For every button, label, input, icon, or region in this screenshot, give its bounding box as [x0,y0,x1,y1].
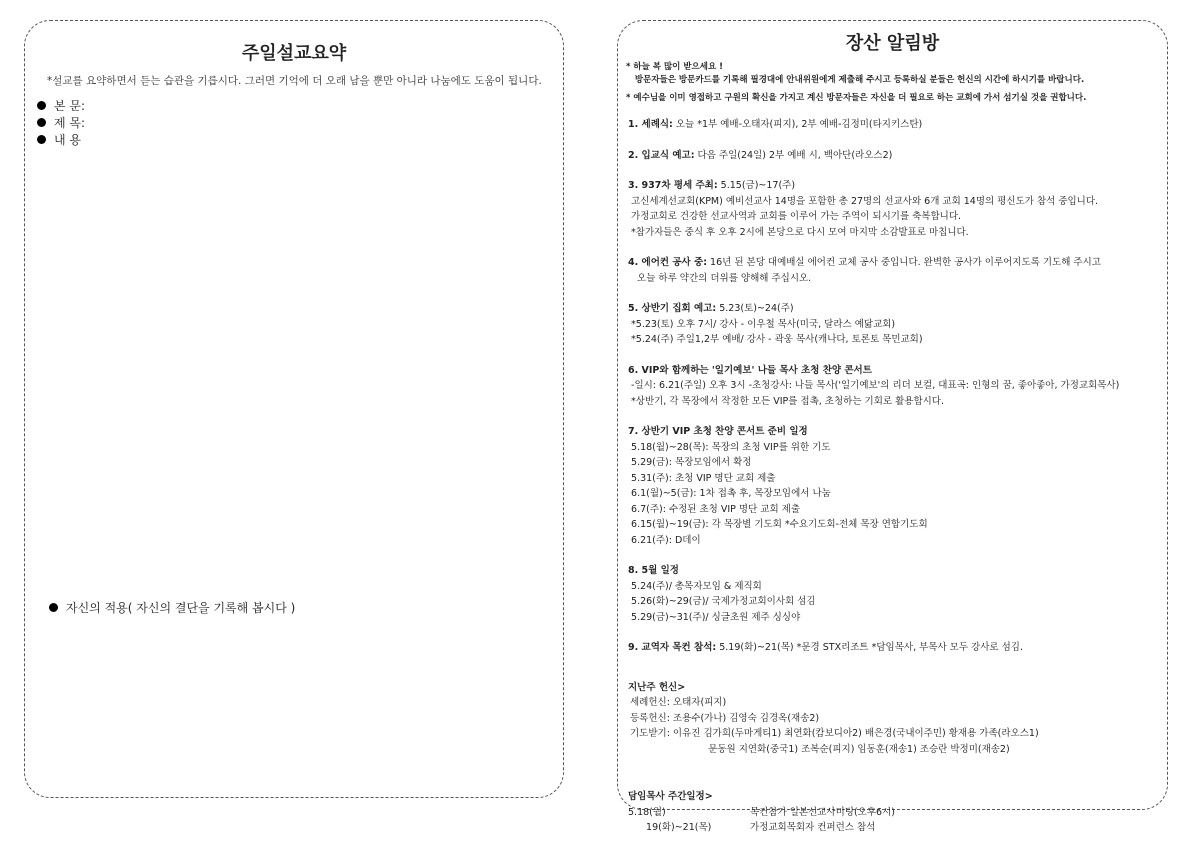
announcement-text: 16년 된 본당 대예배실 에어컨 교체 공사 중입니다. 완벽한 공사가 이루어지도록 기도해 주시고 [707,257,1101,268]
announcement-item [628,640,1167,656]
sermon-summary-panel [24,20,564,798]
announcement-heading-line [628,255,1167,271]
offering-section [628,680,1167,758]
announcement-detail: 오늘 하루 약간의 더위를 양해해 주십시오. [628,272,812,284]
announcement-heading-line [628,301,1167,317]
announcement-heading-line [628,178,1167,194]
offering-row: 등록헌신: 조용수(가나) 김영숙 김경옥(재송2) [630,712,820,724]
announcement-heading: 4. 에어컨 공사 중: [628,257,708,268]
announcement-heading-line [628,424,1167,440]
announcement-detail: 5.29(금)~31(주)/ 싱글초원 제주 싱싱야 [628,611,801,623]
bullet-icon [37,118,46,127]
sermon-summary-title: 주일설교요약 [241,43,347,64]
scripture-field: 본 문: [37,98,563,115]
announcement-heading-line [628,117,1167,133]
offering-row: 문동원 지연화(중국1) 조복순(피지) 임동훈(재송1) 조승란 박정미(재송2) [678,743,1010,755]
announcement-heading-line [628,148,1167,164]
announcement-heading: 3. 937차 평세 주최: [628,180,718,191]
announcement-detail: 6.1(월)~5(금): 1차 접촉 후, 목장모임에서 나눔 [628,488,831,499]
announcement-heading: 1. 세례식: [628,119,673,130]
announcement-detail: *상반기, 각 목장에서 작정한 모든 VIP를 접촉, 초청하는 기회로 활용합시다. [628,395,944,407]
welcome-message: * 하늘 복 많이 받으세요 ! 방문자들은 방문카드를 기록해 필경대에 안내위원에게 제출해 주시고 등록하실 분들은 헌신의 시간에 하시기를 바랍니다. * 예수님을 이미 영접하고 구원의 확신을 가지고 계신 방문자들은 자신을 더 필요로 하는 교회에 가서 섬기실 것을 권합니다. [626,62,1087,103]
announcement-detail: 5.29(금): 목장모임에서 확정 [628,457,752,468]
announcement-detail: *5.24(주) 주일1,2부 예배/ 강사 - 곽웅 목사(캐나다, 토론토 목민교회) [628,334,923,345]
announcement-heading: 8. 5월 일정 [628,565,679,576]
announcement-text: 5.15(금)~17(주) [717,180,796,191]
announcement-detail: *5.23(토) 오후 7시/ 강사 - 이우철 목사(미국, 달라스 예닮교회) [628,318,896,330]
schedule-row: 5.18(월) 목컨참가 일본선교사미팅(오후6시) [628,806,895,818]
announcement-heading-line [628,640,1167,656]
content-field: 내 용 [37,132,563,149]
announcement-heading: 7. 상반기 VIP 초청 찬양 콘서트 준비 일정 [628,426,808,437]
announcement-item [628,301,1167,348]
announcement-item [628,117,1167,133]
announcement-heading-line [628,363,1167,379]
offering-row: 기도받기: 이유진 김가희(두마게티1) 최연화(캄보디아2) 배은경(국내이주민) 황재용 가족(라오스1) [630,728,1039,739]
announcement-item [628,148,1167,164]
announcement-detail: *참가자들은 중식 후 오후 2시에 본당으로 다시 모여 마지막 소감발표로 마칩니다. [628,226,969,238]
announcement-text: 다음 주일(24일) 2부 예배 시, 백아단(라오스2) [694,149,893,161]
sermon-title-field: 제 목: [37,115,563,132]
bullet-icon [37,135,46,144]
announcement-item [628,424,1167,548]
announcement-detail: 5.24(주)/ 총목자모임 & 제직회 [628,580,762,592]
sermon-fields [25,98,563,149]
announcement-detail: 가정교회로 건강한 선교사역과 교회를 이루어 가는 주역이 되시기를 축복합니다. [628,211,962,222]
announcement-item [628,363,1167,410]
announcement-heading-line [628,563,1167,579]
sermon-note: *설교를 요약하면서 듣는 습관을 기릅시다. 그러면 기억에 더 오래 남을 뿐만 아니라 나눔에도 도움이 됩니다. [47,75,542,87]
announcement-detail: 6.7(주): 수정된 초청 VIP 명단 교회 제출 [628,503,801,515]
offering-heading: 지난주 헌신> [628,681,686,693]
bullet-icon [49,603,58,612]
bullet-icon [37,101,46,110]
application-field: 자신의 적용( 자신의 결단을 기록해 봅시다 ) [49,600,295,617]
announcement-detail: 6.15(월)~19(금): 각 목장별 기도회 *수요기도회-전체 목장 연합기도회 [628,519,928,530]
pastor-schedule [628,789,1167,836]
announcement-text: 오늘 *1부 예배-오태자(피지), 2부 예배-김정미(타지키스탄) [672,119,923,130]
announcements-panel [617,20,1168,833]
announcement-item [628,563,1167,625]
announcement-item [628,255,1167,286]
announcement-detail: 고신세계선교회(KPM) 예비선교사 14명을 포함한 총 27명의 선교사와 6개 교회 14명의 평신도가 참석 중입니다. [628,195,1099,207]
announcement-item [628,178,1167,240]
announcement-heading: 9. 교역자 목컨 참석: [628,642,717,653]
schedule-row: 19(화)~21(목) 가정교회목회자 컨퍼런스 참석 [640,822,876,833]
announcement-heading: 2. 입교식 예고: [628,149,695,161]
announcement-detail: -일시: 6.21(주일) 오후 3시 -초청강사: 나들 목사('일기예보'의 리더 보컬, 대표곡: 인형의 꿈, 좋아좋아, 가정교회목사) [628,380,1120,391]
announcement-list [618,117,1167,656]
announcement-heading: 6. VIP와 함께하는 '일기예보' 나들 목사 초청 찬양 콘서트 [628,364,872,376]
announcement-detail: 5.31(주): 초청 VIP 명단 교회 제출 [628,472,776,484]
announcement-detail: 5.18(월)~28(목): 목장의 초청 VIP를 위한 기도 [628,441,831,453]
announcement-text: 5.19(화)~21(목) *문경 STX리조트 *담임목사, 부목사 모두 강사로 섬김. [716,642,1023,653]
announcements-title: 장산 알림방 [845,33,940,54]
announcement-heading: 5. 상반기 집회 예고: [628,303,717,314]
announcement-text: 5.23(토)~24(주) [716,303,794,314]
announcement-detail: 5.26(화)~29(금)/ 국제가정교회이사회 섬김 [628,596,816,607]
pastor-schedule-heading: 담임목사 주간일정> [628,791,713,802]
announcement-detail: 6.21(주): D데이 [628,534,701,546]
offering-row: 세례헌신: 오태자(피지) [630,697,727,708]
